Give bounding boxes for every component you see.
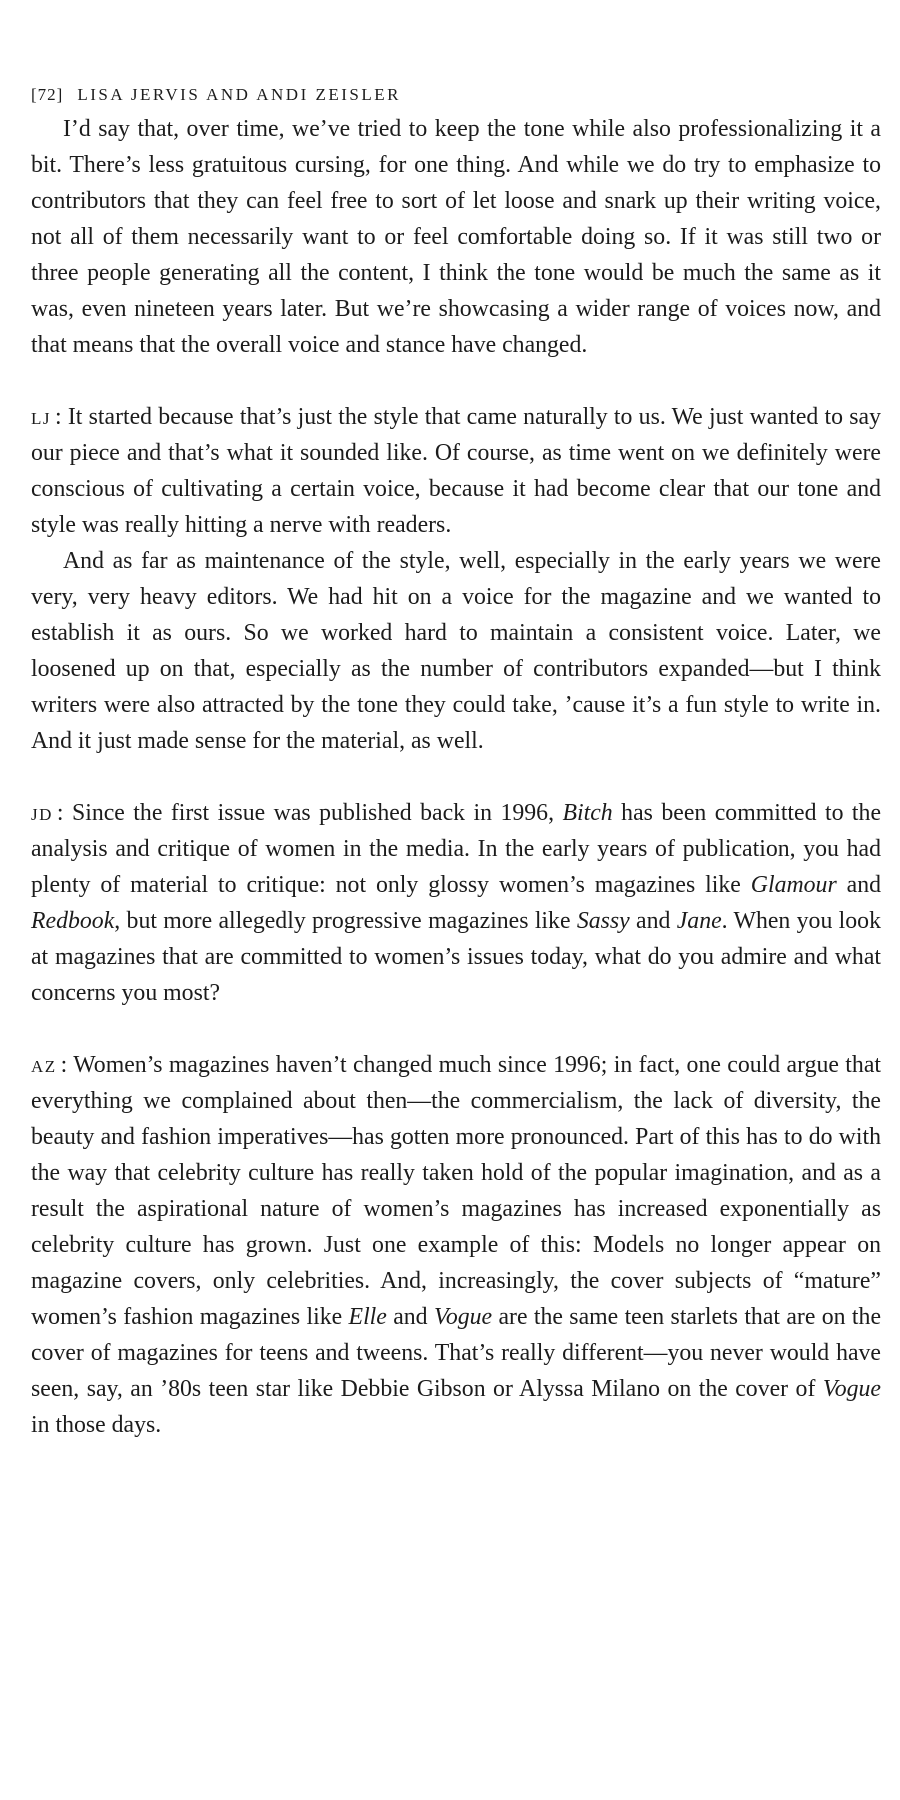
paragraph: jd : Since the first issue was published back in 1996, Bitch has been committed to the analysis and critique of women in the media. In the early years of publication, you had plenty of material to critique: not only glossy women’s magazines like Glamour and Redbook, but more allegedly progressive magazines like Sassy and Jane. When you look at magazines that are committed to women’s issues today, what do you admire and what concerns you most? [31, 800, 882, 1006]
italic-title: Glamour [750, 872, 837, 898]
speaker-label: az [31, 1052, 57, 1078]
italic-title: Jane [676, 908, 722, 934]
text-run: , but more allegedly progressive magazines like [114, 908, 577, 934]
paragraph [31, 111, 881, 363]
text-run: Since the first issue was published back in 1996, [71, 800, 563, 826]
text-run: Women’s magazines haven’t changed much since 1996; in fact, one could argue that everything we complained about then—the commercialism, the lack of diversity, the beauty and fashion imperatives—has gotten more pronounced. Part of this has to do with the way that celebrity culture has really taken hold of the popular imagination, and as a result the aspirational nature of women’s magazines has increased exponentially as celebrity culture has grown. Just one example of this: Models no longer appear on magazine covers, only celebrities. And, increasingly, the cover subjects of “mature” women’s fashion magazines like [31, 1052, 881, 1330]
text-run: in those days. [31, 1412, 162, 1438]
text-run: It started because that’s just the style that came naturally to us. We just wanted to say our piece and that’s what it sounded like. Of course, as time went on we definitely were conscious of cultivating a certain voice, because it had become clear that our tone and style was really hitting a nerve with readers. [31, 404, 882, 538]
page-number: [72] [31, 85, 64, 104]
paragraph: lj : It started because that’s just the style that came naturally to us. We just wanted to say our piece and that’s what it sounded like. Of course, as time went on we definitely were conscious of cultivating a certain voice, because it had become clear that our tone and style was really hitting a nerve with readers. [31, 404, 882, 538]
text-run: and [836, 872, 881, 898]
text-run: And as far as maintenance of the style, well, especially in the early years we were very, very heavy editors. We had hit on a voice for the magazine and we wanted to establish it as ours. So we worked hard to maintain a consistent voice. Later, we loosened up on that, especially as the number of contributors expanded—but I think writers were also attracted by the tone they could take, ’cause it’s a fun style to write in. And it just made sense for the material, as well. [31, 548, 881, 754]
paragraph [31, 543, 881, 759]
running-head-authors: LISA JERVIS AND ANDI ZEISLER [77, 85, 401, 104]
paragraph: az : Women’s magazines haven’t changed much since 1996; in fact, one could argue that everything we complained about then—the commercialism, the lack of diversity, the beauty and fashion imperatives—has gotten more pronounced. Part of this has to do with the way that celebrity culture has really taken hold of the popular imagination, and as a result the aspirational nature of women’s magazines has increased exponentially as celebrity culture has grown. Just one example of this: Models no longer appear on magazine covers, only celebrities. And, increasingly, the cover subjects of “mature” women’s fashion magazines like Elle and Vogue are the same teen starlets that are on the cover of magazines for teens and tweens. That’s really different—you never would have seen, say, an ’80s teen star like Debbie Gibson or Alyssa Milano on the cover of Vogue in those days. [31, 1052, 882, 1438]
italic-title: Redbook [31, 908, 115, 934]
italic-title: Sassy [576, 908, 630, 934]
text-run: . When you look at magazines that are committed to women’s issues today, what do you admire and what concerns you most? [31, 908, 881, 1006]
text-run: and [629, 908, 677, 934]
text-run: has been committed to the analysis and critique of women in the media. In the early years of publication, you had plenty of material to critique: not only glossy women’s magazines like [31, 800, 882, 898]
body-text [31, 111, 881, 1443]
italic-title: Vogue [433, 1304, 493, 1330]
italic-title: Vogue [822, 1376, 881, 1402]
text-run: and [386, 1304, 434, 1330]
text-run: I’d say that, over time, we’ve tried to keep the tone while also professionalizing it a bit. There’s less gratuitous cursing, for one thing. And while we do try to emphasize to contributors that they can feel free to sort of let loose and snark up their writing voice, not all of them necessarily want to or feel comfortable doing so. If it was still two or three people generating all the content, I think the tone would be much the same as it was, even nineteen years later. But we’re showcasing a wider range of voices now, and that means that the overall voice and stance have changed. [31, 116, 881, 358]
speaker-label: jd [31, 800, 53, 826]
running-head [31, 80, 881, 110]
italic-title: Bitch [562, 800, 613, 826]
speaker-label: lj [31, 404, 51, 430]
text-run: are the same teen starlets that are on the cover of magazines for teens and tweens. That’s really different—you never would have seen, say, an ’80s teen star like Debbie Gibson or Alyssa Milano on the cover of [31, 1304, 882, 1402]
italic-title: Elle [348, 1304, 387, 1330]
book-page [31, 80, 881, 1443]
